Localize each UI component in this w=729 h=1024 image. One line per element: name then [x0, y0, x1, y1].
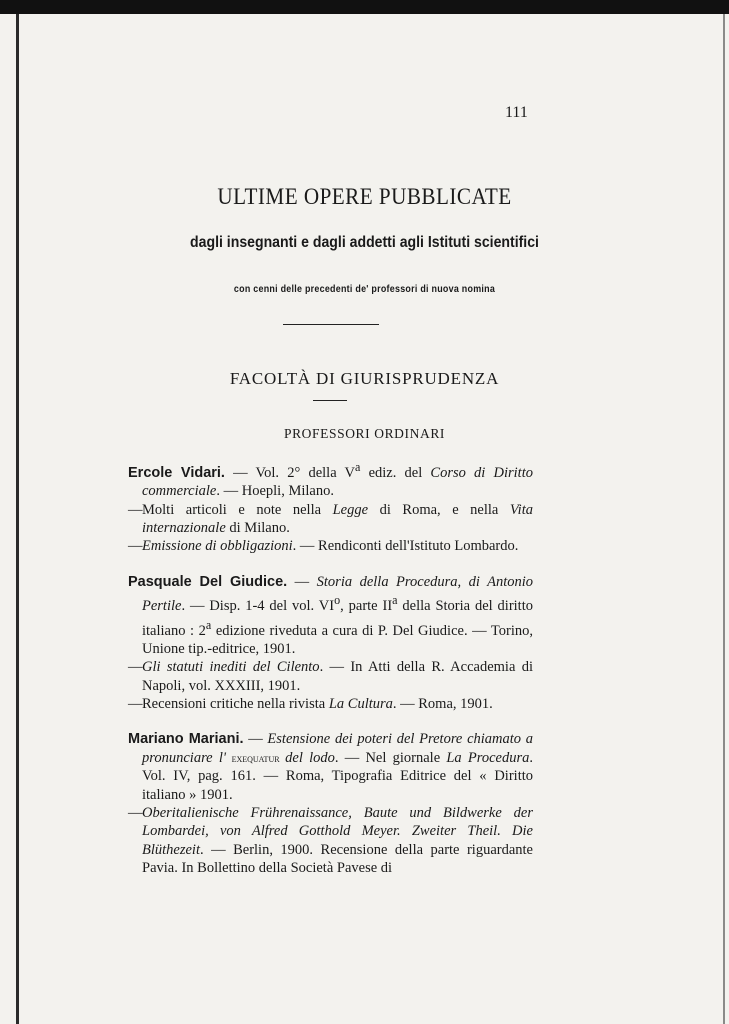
entry-first-item — [128, 730, 533, 804]
work-title: Legge — [332, 501, 369, 518]
work-title: del lodo — [285, 749, 335, 766]
entry-item — [128, 658, 533, 695]
entry-text: — — [287, 573, 317, 590]
entry-item — [128, 695, 533, 713]
work-title: La Cultura — [328, 695, 393, 712]
entry-text: . — Hoepli, Milano. — [216, 483, 334, 500]
item-dash: — — [128, 804, 143, 821]
item-dash: — — [128, 695, 143, 712]
work-title: Gli statuti inediti del Cilento — [142, 659, 320, 676]
author-entry — [128, 573, 533, 714]
work-title: Oberitalienische Frührenaissance, Baute und Bildwerke der Lombardei, von Alfred Gotthold Meyer. Zweiter Theil. Die Blüthezeit — [142, 804, 533, 858]
entry-text: . Vol. IV, pag. 161. — Roma, Tipografia Editrice del « Diritto italiano » 1901. — [142, 749, 533, 803]
entry-text: . — Berlin, 1900. Recensione della parte riguardante Pavia. In Bollettino della Società Pavese di — [142, 841, 533, 877]
item-dash: — — [128, 659, 143, 676]
entry-first-item — [128, 573, 533, 658]
faculty-heading: FACOLTÀ DI GIURISPRUDENZA — [229, 369, 500, 388]
entry-text: della Storia del diritto italiano : 2 — [142, 598, 533, 639]
entry-text: . — Rendiconti dell'Istituto Lombardo. — [292, 538, 519, 555]
subtitle-note: con cenni delle precedenti de' professori di nuova nomina — [233, 283, 496, 295]
entry-text: — — [243, 731, 268, 748]
author-entry — [128, 730, 533, 877]
entry-first-item — [128, 458, 533, 501]
author-entry — [128, 458, 533, 556]
entry-text: Molti articoli e note nella — [142, 501, 333, 518]
work-title: Storia della Procedura, di Antonio Pertile — [142, 573, 534, 615]
entry-text: a — [205, 617, 212, 632]
entry-text: . — Roma, 1901. — [392, 695, 493, 712]
entry-text: . — Nel giornale — [334, 749, 447, 766]
entry-text: . — Disp. 1-4 del vol. VI — [181, 598, 335, 615]
entry-text: ediz. del — [360, 464, 431, 481]
divider-rule-short — [313, 400, 347, 401]
entry-text: a — [355, 460, 361, 474]
item-dash: — — [128, 501, 143, 518]
author-name: Mariano Mariani. — [128, 731, 244, 748]
author-name: Ercole Vidari. — [128, 464, 225, 481]
page-title: ULTIME OPERE PUBBLICATE — [217, 184, 512, 209]
page-subtitle: dagli insegnanti e dagli addetti agli Istituti scientifici — [190, 234, 539, 251]
work-title: Estensione dei poteri del Pretore chiamato a pronunciare l' — [142, 731, 533, 766]
entry-text: , parte II — [340, 598, 393, 615]
publication-list — [128, 458, 533, 895]
entry-text: exequatur — [225, 750, 286, 765]
work-title: La Procedura — [446, 749, 530, 766]
work-title: Vita internazionale — [142, 501, 533, 537]
work-title: Corso di Diritto commerciale — [142, 464, 533, 500]
entry-item — [128, 537, 533, 555]
work-title: Emissione di obbligazioni — [142, 538, 293, 555]
author-name: Pasquale Del Giudice. — [128, 573, 288, 590]
item-dash: — — [128, 538, 143, 555]
entry-item — [128, 804, 533, 878]
page-number: 111 — [505, 104, 528, 121]
divider-rule — [283, 324, 379, 325]
entry-text: — Vol. 2° della V — [224, 464, 356, 481]
entry-text: a — [392, 593, 398, 608]
entry-item — [128, 501, 533, 538]
entry-text: di Milano. — [225, 520, 290, 537]
entry-text: Recensioni critiche nella rivista — [142, 695, 329, 712]
entry-text: . — In Atti della R. Accademia di Napoli, vol. XXXIII, 1901. — [142, 659, 533, 694]
section-heading: PROFESSORI ORDINARI — [283, 426, 446, 441]
entry-text: di Roma, e nella — [368, 501, 510, 518]
entry-text: o — [334, 593, 341, 608]
entry-text: edizione riveduta a cura di P. Del Giudice. — Torino, Unione tip.-editrice, 1901. — [142, 622, 533, 657]
